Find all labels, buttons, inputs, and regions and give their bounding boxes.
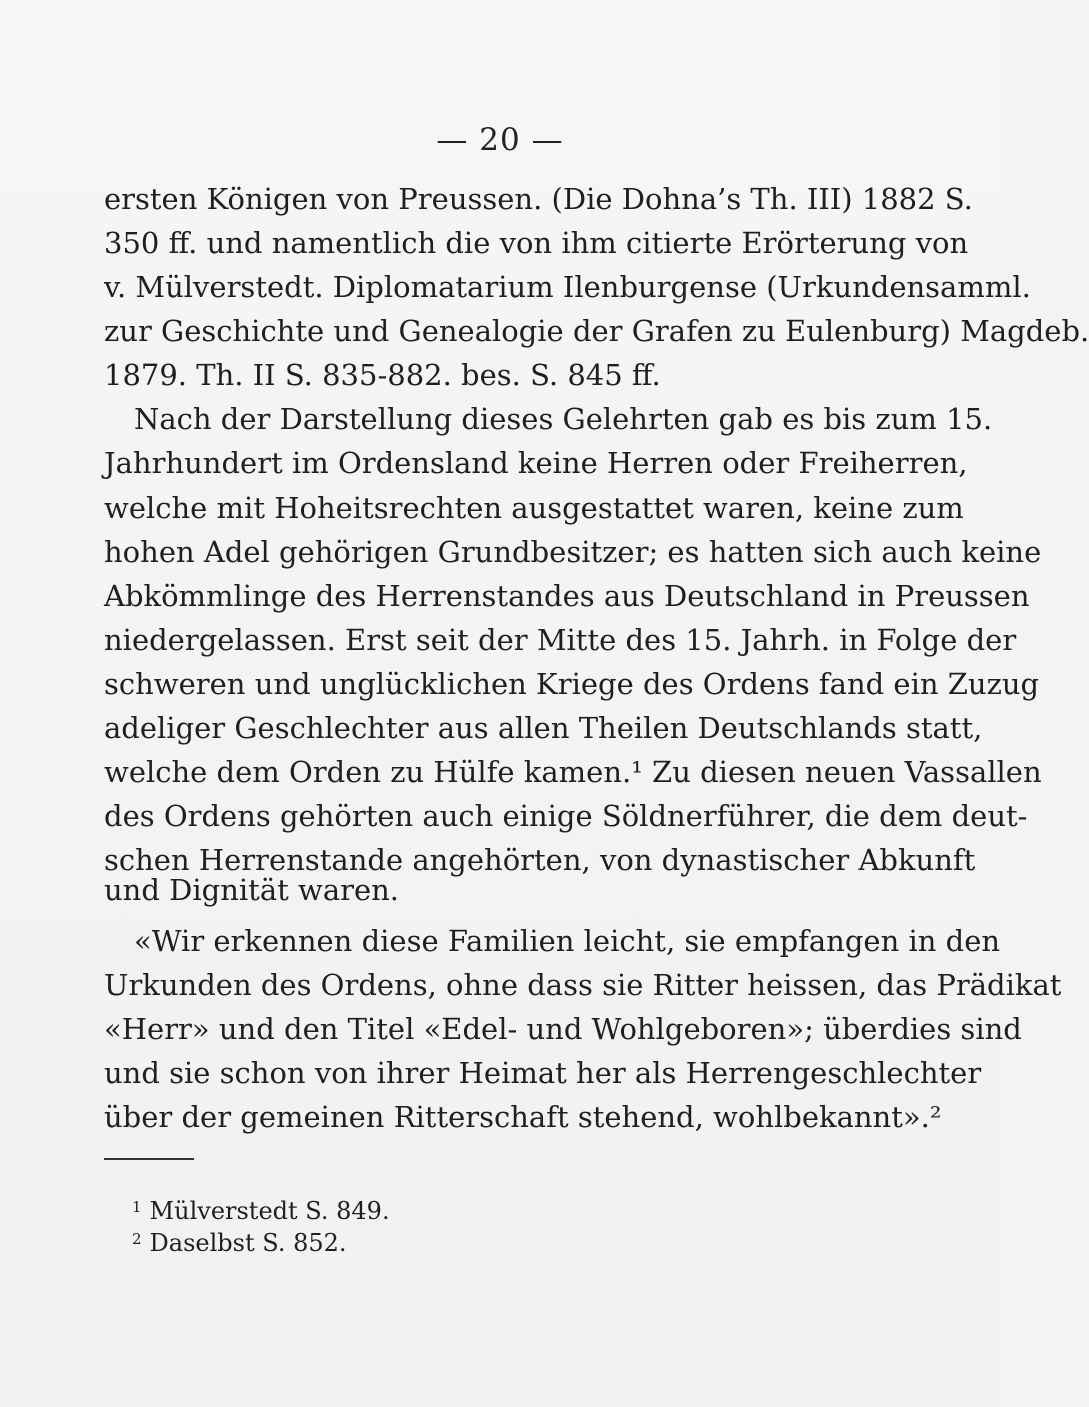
paragraph-2-line-3: welche mit Hoheitsrechten ausgestattet waren, keine zum [104, 491, 964, 525]
footnote-2-mark: 2 [132, 1230, 142, 1248]
footnote-1-mark: 1 [132, 1198, 142, 1216]
paragraph-3-line-2: Urkunden des Ordens, ohne dass sie Ritter heissen, das Prädikat [104, 968, 1062, 1002]
paragraph-2-line-4: hohen Adel gehörigen Grundbesitzer; es hatten sich auch keine [104, 535, 1042, 569]
paragraph-1-line-5: 1879. Th. II S. 835-882. bes. S. 845 ff. [104, 358, 661, 392]
paragraph-2-line-9: welche dem Orden zu Hülfe kamen.¹ Zu diesen neuen Vassallen [104, 755, 1042, 789]
paragraph-3-line-4: und sie schon von ihrer Heimat her als Herrengeschlechter [104, 1056, 982, 1090]
paragraph-1-line-1: ersten Königen von Preussen. (Die Dohna’s Th. III) 1882 S. [104, 182, 973, 216]
paragraph-2-line-1: Nach der Darstellung dieses Gelehrten gab es bis zum 15. [134, 402, 993, 436]
paragraph-1-line-3: v. Mülverstedt. Diplomatarium Ilenburgense (Urkundensamml. [104, 270, 1031, 304]
footnote-2 [132, 1225, 347, 1257]
paragraph-2-line-10: des Ordens gehörten auch einige Söldnerführer, die dem deut- [104, 799, 1028, 833]
paragraph-1-line-2: 350 ff. und namentlich die von ihm citierte Erörterung von [104, 226, 969, 260]
footnote-1 [132, 1193, 390, 1225]
paragraph-2-line-11: schen Herrenstande angehörten, von dynastischer Abkunft [104, 843, 976, 877]
paragraph-2-line-8: adeliger Geschlechter aus allen Theilen Deutschlands statt, [104, 711, 983, 745]
paragraph-3-line-1: «Wir erkennen diese Familien leicht, sie empfangen in den [134, 924, 1001, 958]
footnote-2-text: Daselbst S. 852. [149, 1229, 347, 1257]
footnote-1-text: Mülverstedt S. 849. [149, 1197, 390, 1225]
paragraph-3-line-3: «Herr» und den Titel «Edel- und Wohlgeboren»; überdies sind [104, 1012, 1022, 1046]
page-number: — 20 — [436, 122, 564, 158]
paragraph-2-line-2: Jahrhundert im Ordensland keine Herren oder Freiherren, [104, 446, 968, 480]
paragraph-2-line-5: Abkömmlinge des Herrenstandes aus Deutschland in Preussen [104, 579, 1030, 613]
footnote-separator [104, 1158, 194, 1160]
paragraph-2-line-6: niedergelassen. Erst seit der Mitte des 15. Jahrh. in Folge der [104, 623, 1017, 657]
paragraph-2-line-12: und Dignität waren. [104, 873, 400, 907]
paragraph-3-line-5: über der gemeinen Ritterschaft stehend, wohlbekannt».² [104, 1100, 942, 1134]
paragraph-2-line-7: schweren und unglücklichen Kriege des Ordens fand ein Zuzug [104, 667, 1040, 701]
paragraph-1-line-4: zur Geschichte und Genealogie der Grafen zu Eulenburg) Magdeb. [104, 314, 1089, 348]
